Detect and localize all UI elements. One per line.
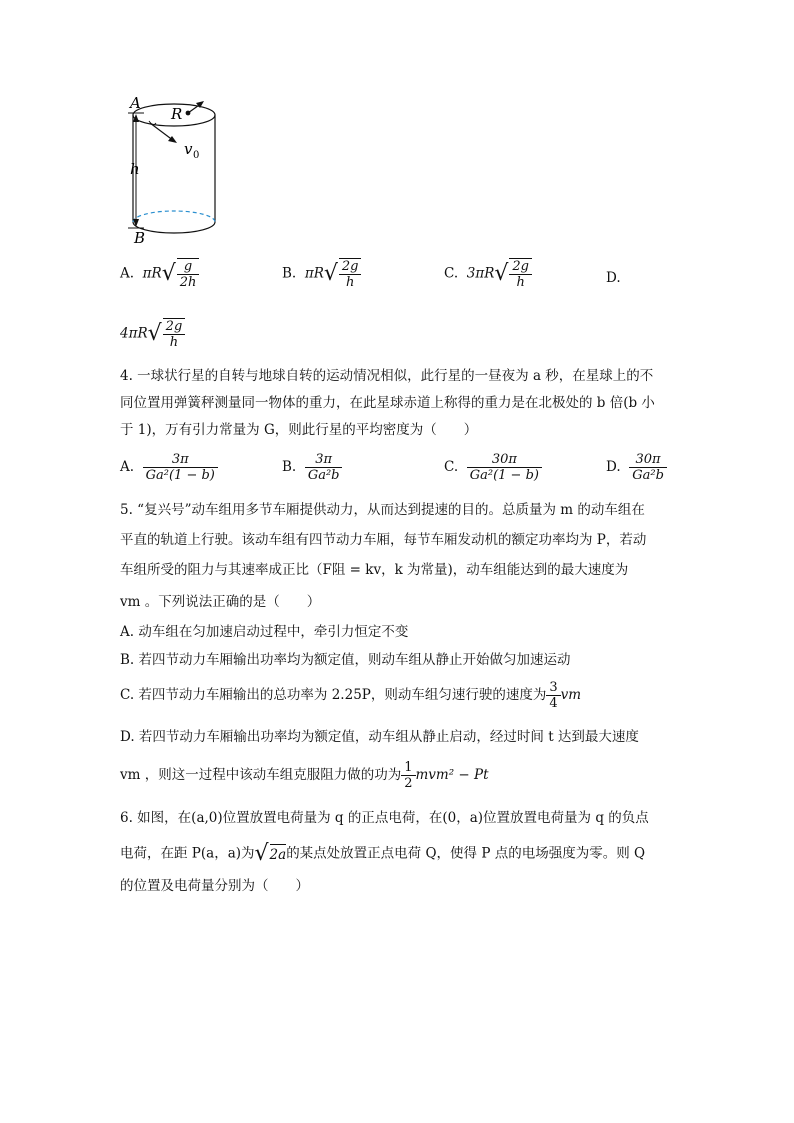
q5-option-a: A. 动车组在匀加速启动过程中，牵引力恒定不变 bbox=[120, 624, 409, 640]
cylinder-bottom-front bbox=[133, 222, 215, 233]
q5-option-d-line-2: vm ，则这一过程中该动车组克服阻力做的功为 $\frac{1}{2}$ mvm² − Pt bbox=[120, 760, 489, 791]
q5-line-3: 车组所受的阻力与其速率成正比（F阻 = kv，k 为常量)，动车组能达到的最大速度为 bbox=[120, 562, 629, 578]
q3-option-c: C. 3πR√ $\frac{2g}{h}$ bbox=[444, 258, 532, 290]
q6-line-2: 电荷，在距 P(a，a)为√2a的某点处放置正点电荷 Q，使得 P 点的电场强度为零。则 Q bbox=[120, 841, 646, 866]
label-v: v bbox=[184, 140, 193, 158]
q3-option-b: B. πR√ $\frac{2g}{h}$ bbox=[282, 258, 361, 290]
label-h: h bbox=[130, 160, 140, 178]
label-A: A bbox=[130, 94, 141, 112]
q6-line-3: 的位置及电荷量分别为（ ） bbox=[120, 878, 309, 894]
q4-option-b: B. $\frac{3\pi}{\text{Ga²b}}$ bbox=[282, 452, 342, 483]
label-v-subscript: 0 bbox=[193, 150, 200, 161]
q4-line-3: 于 1)，万有引力常量为 G，则此行星的平均密度为（ ） bbox=[120, 422, 478, 438]
label-R: R bbox=[171, 105, 183, 123]
q4-option-c: C. $\frac{30\pi}{\text{Ga²(1 − b)}}$ bbox=[444, 452, 542, 483]
q3-option-d-expression: 4πR√ $\frac{2g}{h}$ bbox=[120, 318, 185, 350]
q5-option-b: B. 若四节动力车厢输出功率均为额定值，则动车组从静止开始做匀加速运动 bbox=[120, 652, 571, 668]
q4-option-a: A. $\frac{3\pi}{\text{Ga²(1 − b)}}$ bbox=[120, 452, 218, 483]
cylinder-figure bbox=[110, 92, 250, 252]
q4-line-2: 同位置用弹簧秤测量同一物体的重力，在此星球赤道上称得的重力是在北极处的 b 倍(b 小 bbox=[120, 395, 655, 411]
q5-line-4: vm 。下列说法正确的是（ ） bbox=[120, 594, 321, 610]
q4-option-d: D. $\frac{30\pi}{\text{Ga²b}}$ bbox=[606, 452, 667, 483]
q5-option-c: C. 若四节动力车厢输出的总功率为 2.25P，则动车组匀速行驶的速度为 $\frac{3}{4}$ vm bbox=[120, 680, 582, 711]
q3-option-d-letter: D. bbox=[606, 270, 621, 286]
q4-line-1: 4. 一球状行星的自转与地球自转的运动情况相似，此行星的一昼夜为 a 秒，在星球上的不 bbox=[120, 368, 654, 384]
q3-option-a: A. πR√ $\frac{g}{2h}$ bbox=[120, 258, 199, 290]
cylinder-bottom-back-dashed bbox=[133, 211, 215, 222]
q5-option-d-line-1: D. 若四节动力车厢输出功率均为额定值，动车组从静止启动，经过时间 t 达到最大速度 bbox=[120, 729, 639, 745]
q5-line-1: 5. “复兴号”动车组用多节车厢提供动力，从而达到提速的目的。总质量为 m 的动车组在 bbox=[120, 502, 645, 518]
q6-line-1: 6. 如图，在(a,0)位置放置电荷量为 q 的正点电荷，在(0，a)位置放置电荷量为 q 的负点 bbox=[120, 810, 649, 826]
label-B: B bbox=[134, 229, 146, 247]
q5-line-2: 平直的轨道上行驶。该动车组有四节动力车厢，每节车厢发动机的额定功率均为 P，若动 bbox=[120, 532, 647, 548]
height-arrow-down bbox=[133, 219, 139, 227]
